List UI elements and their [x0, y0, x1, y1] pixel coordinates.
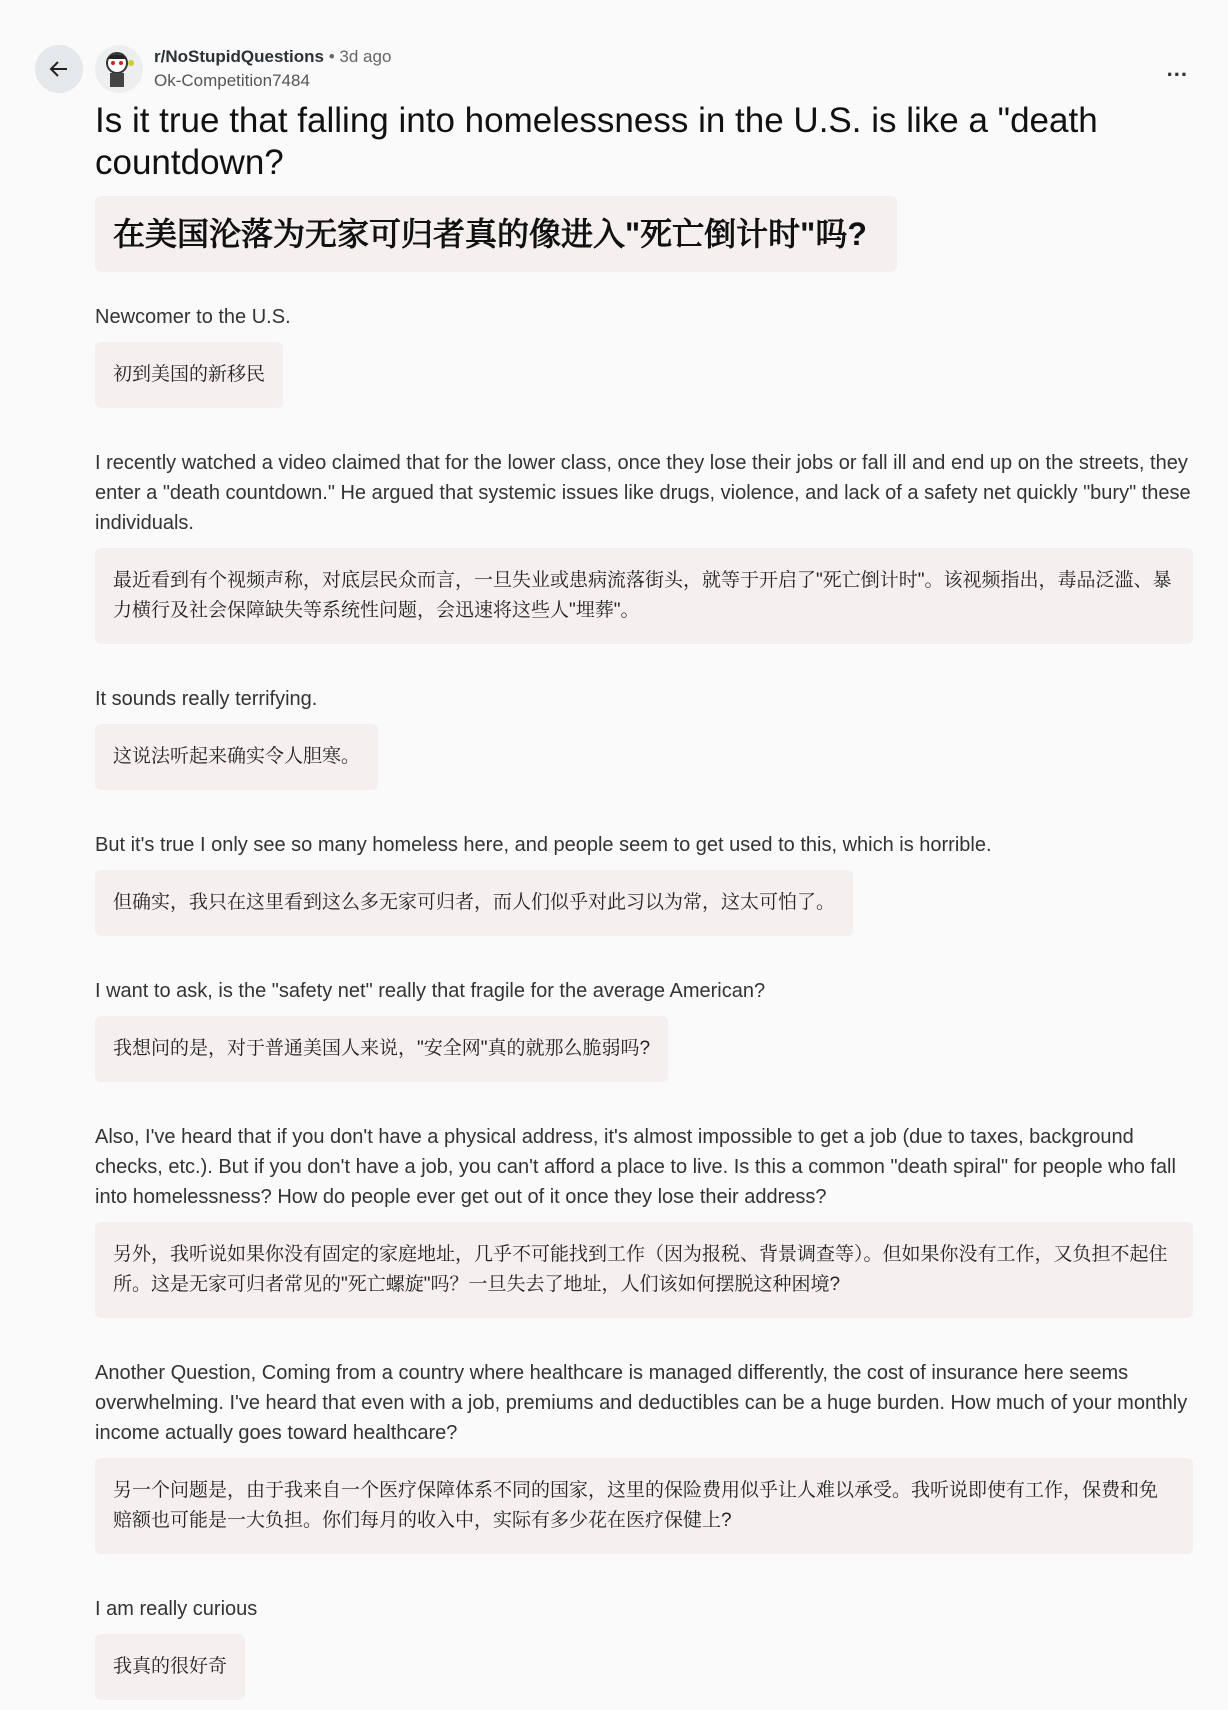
paragraph-block [95, 684, 1193, 790]
paragraph-text: I am really curious [95, 1598, 258, 1620]
paragraph-text: I want to ask, is the "safety net" really that fragile for the average American? [95, 980, 766, 1002]
paragraph-translation: 但确实，我只在这里看到这么多无家可归者，而人们似乎对此习以为常，这太可怕了。 [95, 870, 853, 936]
paragraph-text: Another Question, Coming from a country where healthcare is managed differently, the cost of insurance here seems overwhelming. I've heard that even with a job, premiums and deductibles can be a huge burden. How much of your monthly income actually goes toward healthcare? [95, 1362, 1188, 1444]
post-meta [154, 45, 391, 93]
paragraph-text: I recently watched a video claimed that for the lower class, once they lose their jobs or fall ill and end up on the streets, they enter a "death countdown." He argued that systemic issues like drugs, violence, and lack of a safety net quickly "bury" these individuals. [95, 452, 1191, 534]
separator: • [328, 47, 335, 66]
post-title: Is it true that falling into homelessness in the U.S. is like a "death countdown? [95, 101, 1098, 182]
paragraph-block [95, 1594, 1193, 1700]
paragraph-block [95, 1358, 1193, 1554]
post-title-translation: 在美国沦落为无家可归者真的像进入"死亡倒计时"吗? [95, 196, 897, 272]
username-link[interactable]: Ok-Competition7484 [154, 71, 310, 90]
post-time: 3d ago [339, 47, 392, 66]
arrow-left-icon [47, 57, 71, 81]
paragraph-translation: 另外，我听说如果你没有固定的家庭地址，几乎不可能找到工作（因为报税、背景调查等）。但如果你没有工作，又负担不起住所。这是无家可归者常见的"死亡螺旋"吗？一旦失去了地址，人们该如何摆脱这种困境? [95, 1222, 1193, 1318]
paragraph-block [95, 302, 1193, 408]
subreddit-link[interactable]: r/NoStupidQuestions [154, 47, 324, 66]
avatar-icon [95, 45, 143, 93]
post-content [95, 100, 1193, 1700]
paragraph-translation: 我真的很好奇 [95, 1634, 245, 1700]
paragraph-text: It sounds really terrifying. [95, 688, 318, 710]
paragraph-translation: 这说法听起来确实令人胆寒。 [95, 724, 378, 790]
paragraph-text: Also, I've heard that if you don't have a physical address, it's almost impossible to get a job (due to taxes, background checks, etc.). But if you don't have a job, you can't afford a place to live. Is this a common "death spiral" for people who fall into homelessness? How do people ever get out of it once they lose their address? [95, 1126, 1176, 1208]
paragraph-text: Newcomer to the U.S. [95, 306, 291, 328]
paragraph-block [95, 830, 1193, 936]
paragraph-block [95, 1122, 1193, 1318]
paragraph-translation: 初到美国的新移民 [95, 342, 283, 408]
paragraph-block [95, 448, 1193, 644]
paragraph-block [95, 976, 1193, 1082]
paragraph-translation: 我想问的是，对于普通美国人来说，"安全网"真的就那么脆弱吗? [95, 1016, 668, 1082]
paragraph-translation: 另一个问题是，由于我来自一个医疗保障体系不同的国家，这里的保险费用似乎让人难以承受。我听说即使有工作，保费和免赔额也可能是一大负担。你们每月的收入中，实际有多少花在医疗保健上? [95, 1458, 1193, 1554]
paragraph-text: But it's true I only see so many homeless here, and people seem to get used to this, which is horrible. [95, 834, 992, 856]
more-options-icon[interactable]: ... [1166, 56, 1188, 81]
avatar[interactable] [95, 45, 143, 93]
back-button[interactable] [35, 45, 83, 93]
paragraph-translation: 最近看到有个视频声称，对底层民众而言，一旦失业或患病流落街头，就等于开启了"死亡倒计时"。该视频指出，毒品泛滥、暴力横行及社会保障缺失等系统性问题，会迅速将这些人"埋葬"。 [95, 548, 1193, 644]
